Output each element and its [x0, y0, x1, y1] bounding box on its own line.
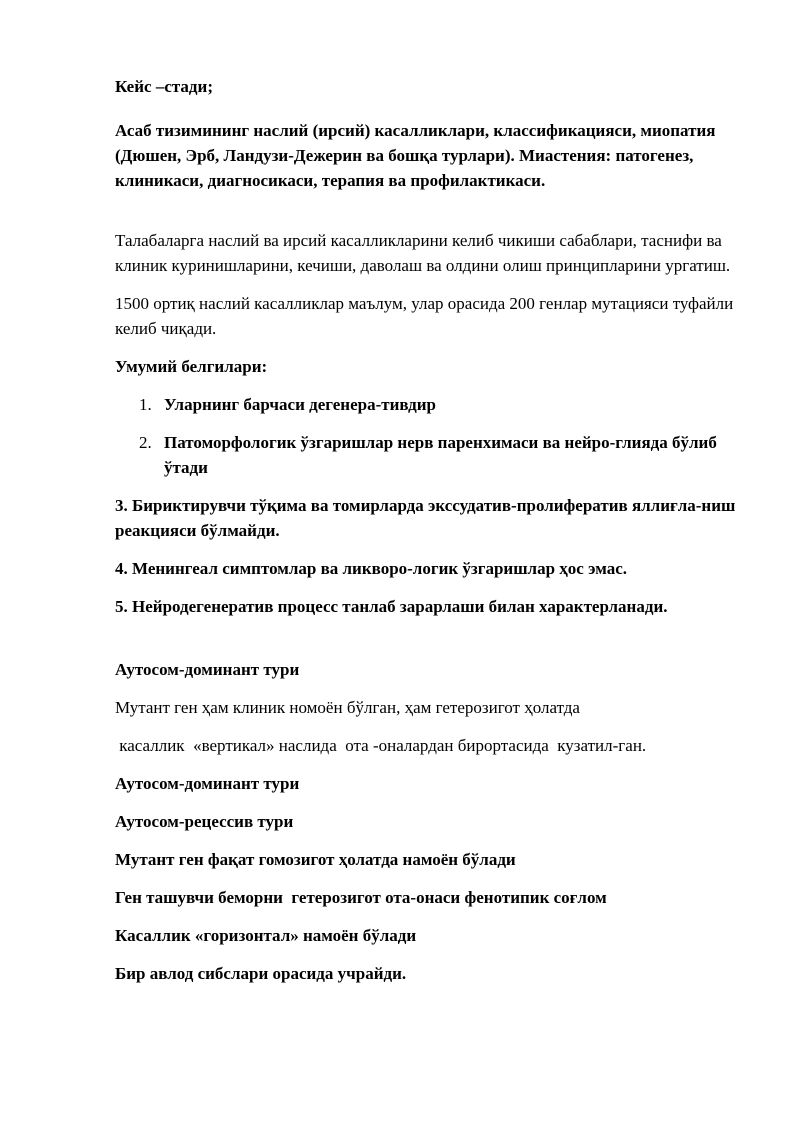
- autosomal-dominant-description-cont: касаллик «вертикал» наслида ота -оналардан бирортасида кузатил-ган.: [115, 736, 647, 755]
- recessive-rule: Мутант ген фақат гомозигот ҳолатда намоён бўлади: [115, 850, 516, 869]
- autosomal-dominant-description: Мутант ген ҳам клиник номоён бўлган, ҳам гетерозигот ҳолатда: [115, 698, 580, 717]
- case-title: Кейс –стади;: [115, 77, 213, 96]
- sign-list-item: [115, 392, 755, 417]
- recessive-rule: Бир авлод сибслари орасида учрайди.: [115, 964, 407, 983]
- sign-text: Уларнинг барчаси дегенера-тивдир: [164, 395, 437, 414]
- autosomal-dominant-heading: Аутосом-доминант тури: [115, 660, 300, 679]
- signs-heading: Умумий белгилари:: [115, 357, 268, 376]
- recessive-rule: Ген ташувчи беморни гетерозигот ота-онаси фенотипик соғлом: [115, 888, 607, 907]
- document-body: [115, 74, 755, 999]
- sign-list-item: [115, 430, 755, 480]
- topic-heading: Асаб тизимининг наслий (ирсий) касалликлари, классификацияси, миопатия (Дюшен, Эрб, Ландузи-Дежерин ва бошқа турлари). Миастения: патогенез, клиникаси, диагносикаси, терапия ва профилактикаси.: [115, 121, 716, 190]
- sign-item-3: 3. Бириктирувчи тўқима ва томирларда экссудатив-пролифератив яллиғла-ниш реакцияси бўлмайди.: [115, 496, 736, 540]
- autosomal-recessive-heading: Аутосом-рецессив тури: [115, 812, 294, 831]
- sign-text: Патоморфологик ўзгаришлар нерв паренхимаси ва нейро-глияда бўлиб ўтади: [164, 433, 717, 477]
- sign-number: 2.: [139, 433, 152, 452]
- signs-list: [115, 392, 755, 480]
- autosomal-dominant-heading-repeat: Аутосом-доминант тури: [115, 774, 300, 793]
- sign-item-5: 5. Нейродегенератив процесс танлаб зарарлаши билан характерланади.: [115, 597, 668, 616]
- recessive-rule: Касаллик «горизонтал» намоён бўлади: [115, 926, 417, 945]
- fact-paragraph: 1500 ортиқ наслий касалликлар маълум, улар орасида 200 генлар мутацияси туфайли келиб чиқади.: [115, 294, 734, 338]
- sign-number: 1.: [139, 395, 152, 414]
- goal-paragraph: Талабаларга наслий ва ирсий касалликларини келиб чикиши сабаблари, таснифи ва клиник куринишларини, кечиши, даволаш ва олдини олиш принципларини ургатиш.: [115, 231, 731, 275]
- sign-item-4: 4. Менингеал симптомлар ва ликворо-логик ўзгаришлар ҳос эмас.: [115, 559, 628, 578]
